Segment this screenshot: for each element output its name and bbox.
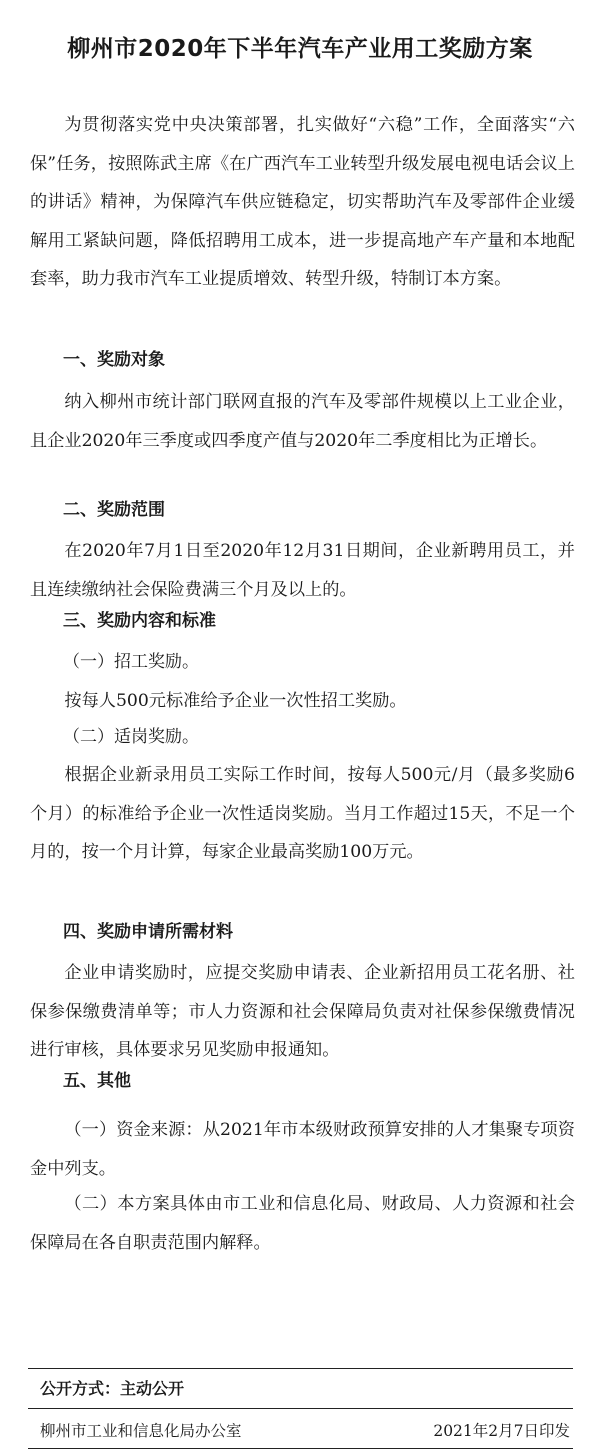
footer-top-rule [28,1368,573,1369]
section3-heading: 三、奖励内容和标准 [63,611,216,631]
section2-paragraph: 在2020年7月1日至2020年12月31日期间，企业新聘用员工，并且连续缴纳社会保险费满三个月及以上的。 [30,541,575,600]
section3-sub2-paragraph: 根据企业新录用员工实际工作时间，按每人500元/月（最多奖励6个月）的标准给予企业一次性适岗奖励。当月工作超过15天，不足一个月的，按一个月计算，每家企业最高奖励100万元。 [30,765,575,862]
footer-middle-rule [28,1408,573,1409]
section4-paragraph: 企业申请奖励时，应提交奖励申请表、企业新招用员工花名册、社保参保缴费清单等；市人力资源和社会保障局负责对社保参保缴费情况进行审核，具体要求另见奖励申报通知。 [30,963,575,1060]
issue-date: 2021年2月7日印发 [433,1422,570,1440]
section4-heading: 四、奖励申请所需材料 [63,922,233,942]
section3-sub1-paragraph: 按每人500元标准给予企业一次性招工奖励。 [64,691,407,711]
section2-heading: 二、奖励范围 [63,500,165,520]
footer-bottom-rule [28,1448,573,1449]
section3-sub2-heading: （二）适岗奖励。 [63,727,199,747]
section5-item1: （一）资金来源：从2021年市本级财政预算安排的人才集聚专项资金中列支。 [30,1120,575,1179]
intro-paragraph: 为贯彻落实党中央决策部署，扎实做好“六稳”工作，全面落实“六保”任务，按照陈武主席《在广西汽车工业转型升级发展电视电话会议上的讲话》精神，为保障汽车供应链稳定，切实帮助汽车及零部件企业缓解用工紧缺问题，降低招聘用工成本，进一步提高地产车产量和本地配套率，助力我市汽车工业提质增效、转型升级，特制订本方案。 [30,115,575,289]
issuing-office: 柳州市工业和信息化局办公室 [40,1422,242,1440]
section1-heading: 一、奖励对象 [63,350,165,370]
publish-mode: 公开方式：主动公开 [40,1379,185,1398]
section3-sub1-heading: （一）招工奖励。 [63,652,199,672]
section5-item2: （二）本方案具体由市工业和信息化局、财政局、人力资源和社会保障局在各自职责范围内解释。 [30,1194,575,1253]
section1-paragraph: 纳入柳州市统计部门联网直报的汽车及零部件规模以上工业企业，且企业2020年三季度或四季度产值与2020年二季度相比为正增长。 [30,392,575,451]
section5-heading: 五、其他 [63,1071,131,1091]
document-title: 柳州市2020年下半年汽车产业用工奖励方案 [67,36,533,62]
